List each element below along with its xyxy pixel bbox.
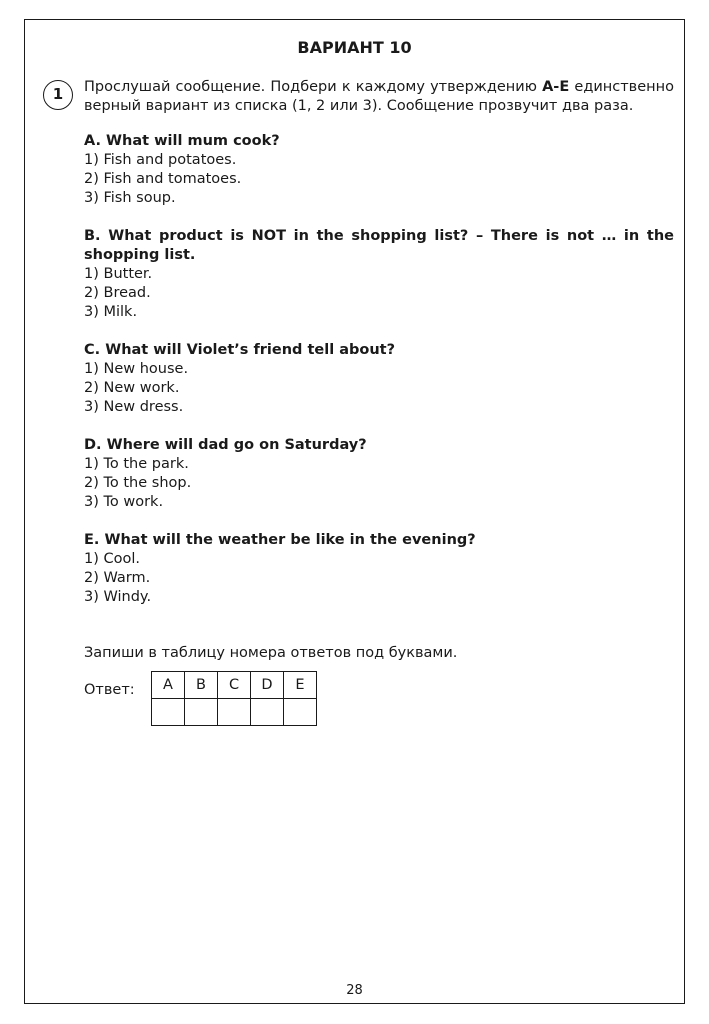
- answer-cell-c[interactable]: [218, 699, 251, 726]
- answer-header-cell: E: [284, 672, 317, 699]
- answer-cell-a[interactable]: [152, 699, 185, 726]
- intro-text-end: единственно верный вариант из списка (1, 2 или 3). Сообщение прозвучит два раза.: [84, 79, 674, 114]
- intro-text-start: Прослушай сообщение. Подбери к каждому утверждению: [84, 79, 543, 95]
- answer-option: 1) Butter.: [84, 266, 153, 282]
- task-number-badge: 1: [43, 80, 73, 110]
- answer-label: Ответ:: [84, 682, 135, 698]
- answer-table: [151, 671, 317, 726]
- answer-option: 3) New dress.: [84, 399, 184, 415]
- question-e: [84, 531, 674, 607]
- answer-option: 2) Bread.: [84, 285, 151, 301]
- answer-option: 1) New house.: [84, 361, 189, 377]
- answer-option: 3) Windy.: [84, 589, 152, 605]
- answer-option: 2) To the shop.: [84, 475, 192, 491]
- answer-option: 2) Fish and tomatoes.: [84, 171, 242, 187]
- question-title: E. What will the weather be like in the evening?: [84, 532, 476, 548]
- question-c: [84, 341, 674, 417]
- answer-header-cell: D: [251, 672, 284, 699]
- answer-option: 1) Cool.: [84, 551, 140, 567]
- answer-option: 2) Warm.: [84, 570, 151, 586]
- question-title: C. What will Violet’s friend tell about?: [84, 342, 396, 358]
- answer-cell-d[interactable]: [251, 699, 284, 726]
- answer-option: 1) Fish and potatoes.: [84, 152, 237, 168]
- page-title: ВАРИАНТ 10: [297, 38, 412, 57]
- answer-option: 1) To the park.: [84, 456, 189, 472]
- question-title: D. Where will dad go on Saturday?: [84, 437, 367, 453]
- answer-cell-e[interactable]: [284, 699, 317, 726]
- intro-letters: A-E: [542, 79, 570, 95]
- answer-header-cell: B: [185, 672, 218, 699]
- task-instructions: [84, 78, 674, 116]
- answer-option: 3) To work.: [84, 494, 164, 510]
- question-d: [84, 436, 674, 512]
- question-title: A. What will mum cook?: [84, 133, 280, 149]
- answer-option: 2) New work.: [84, 380, 180, 396]
- answer-input-row: [152, 699, 317, 726]
- task-content: [84, 78, 674, 626]
- page-number: 28: [346, 983, 363, 998]
- answer-header-cell: C: [218, 672, 251, 699]
- answer-header-cell: A: [152, 672, 185, 699]
- question-title: B. What product is NOT in the shopping list? – There is not … in the shopping list.: [84, 228, 674, 263]
- answer-option: 3) Milk.: [84, 304, 138, 320]
- answer-header-row: [152, 672, 317, 699]
- question-b: [84, 227, 674, 322]
- table-instruction: Запиши в таблицу номера ответов под буквами.: [84, 645, 458, 661]
- answer-option: 3) Fish soup.: [84, 190, 176, 206]
- answer-cell-b[interactable]: [185, 699, 218, 726]
- question-a: [84, 132, 674, 208]
